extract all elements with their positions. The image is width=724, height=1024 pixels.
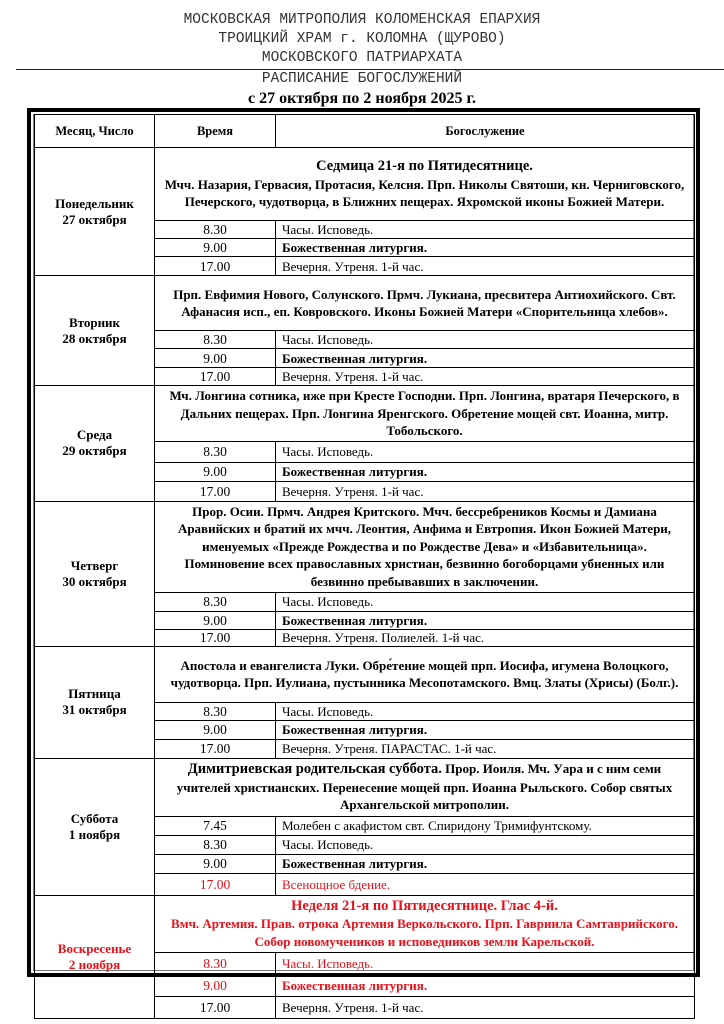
service-name: Божественная литургия. xyxy=(276,854,695,873)
date: 29 октября xyxy=(62,443,127,459)
service-time: 8.30 xyxy=(155,952,276,974)
service-time: 8.30 xyxy=(155,441,276,462)
column-header-service: Богослужение xyxy=(276,115,695,148)
day-cell xyxy=(35,501,155,646)
service-name: Часы. Исповедь. xyxy=(276,441,695,462)
patriarchate-header: МОСКОВСКОГО ПАТРИАРХАТА xyxy=(261,50,463,66)
service-name: Вечерня. Утреня. 1-й час. xyxy=(276,368,695,386)
weekday: Вторник xyxy=(68,314,121,330)
table-header-row xyxy=(35,115,695,148)
service-time: 17.00 xyxy=(155,481,276,501)
column-header-date: Месяц, Число xyxy=(35,115,155,148)
feast-description xyxy=(155,148,695,221)
feast-description xyxy=(155,646,695,702)
service-time: 8.30 xyxy=(155,592,276,611)
day-cell xyxy=(35,646,155,758)
weekday: Суббота xyxy=(70,810,119,826)
service-name: Божественная литургия. xyxy=(276,720,695,739)
feast-description xyxy=(155,501,695,592)
service-time: 8.30 xyxy=(155,835,276,854)
service-time: 17.00 xyxy=(155,257,276,276)
service-time: 8.30 xyxy=(155,221,276,239)
weekday: Среда xyxy=(76,427,113,443)
service-time: 8.30 xyxy=(155,331,276,349)
weekday: Понедельник xyxy=(55,195,134,211)
service-time: 9.00 xyxy=(155,349,276,368)
service-time: 8.30 xyxy=(155,702,276,720)
feast-text: Вмч. Артемия. Прав. отрока Артемия Веркольского. Прп. Гавриила Самтаврийского. Собор новомучеников и исповедников земли Карельской. xyxy=(171,916,678,949)
service-name: Часы. Исповедь. xyxy=(276,592,695,611)
day-row xyxy=(35,646,695,702)
schedule-body xyxy=(35,148,695,1019)
feast-description xyxy=(155,386,695,442)
service-name: Часы. Исповедь. xyxy=(276,702,695,720)
date: 28 октября xyxy=(62,330,127,346)
service-name: Вечерня. Утреня. 1-й час. xyxy=(276,481,695,501)
service-time: 9.00 xyxy=(155,239,276,257)
day-row xyxy=(35,501,695,592)
weekday: Воскресенье xyxy=(57,940,132,956)
feast-text: Мчч. Назария, Гервасия, Протасия, Келсия. Прп. Николы Святоши, кн. Черниговского, Печерского, чудотворца, в Ближних пещерах. Яхромской иконы Божией Матери. xyxy=(164,176,685,210)
feast-title: Димитриевская родительская суббота. xyxy=(187,761,442,778)
church-header: ТРОИЦКИЙ ХРАМ г. КОЛОМНА (ЩУРОВО) xyxy=(218,31,506,47)
column-header-time: Время xyxy=(155,115,276,148)
feast-title: Неделя 21-я по Пятидесятнице. Глас 4-й. xyxy=(291,897,558,914)
service-name: Божественная литургия. xyxy=(276,611,695,629)
feast-description xyxy=(155,758,695,816)
date: 2 ноября xyxy=(68,956,121,972)
service-name: Часы. Исповедь. xyxy=(276,835,695,854)
feast-text: Прор. Иоиля. Мч. Уара и с ним семи учителей христианских. Перенесение мощей прп. Иоанна Рыльского. Собор святых Архангельской митрополии. xyxy=(176,761,673,813)
service-name: Божественная литургия. xyxy=(276,974,695,996)
weekday: Пятница xyxy=(68,686,121,701)
service-name: Часы. Исповедь. xyxy=(276,952,695,974)
service-time: 9.00 xyxy=(155,462,276,481)
service-time: 17.00 xyxy=(155,873,276,895)
feast-text: Прор. Осии. Прмч. Андрея Критского. Мчч. бессребреников Космы и Дамиана Аравийских и братий их мчч. Леонтия, Анфима и Евтропия. Икон Божией Матери, именуемых «Прежде Рождества и по Рождестве Дева» и «Избавительница». Поминовение всех православных христиан, безвинно богоборцами убиенных или безвинно пребывавших в заключении. xyxy=(177,503,672,589)
service-time: 9.00 xyxy=(155,720,276,739)
day-row xyxy=(35,758,695,816)
day-cell xyxy=(35,895,155,1018)
service-time: 7.45 xyxy=(155,816,276,835)
feast-title: Седмица 21-я по Пятидесятнице. xyxy=(316,158,533,175)
day-row xyxy=(35,148,695,221)
day-cell xyxy=(35,148,155,276)
feast-description xyxy=(155,276,695,331)
service-name: Божественная литургия. xyxy=(276,349,695,368)
diocese-header: МОСКОВСКАЯ МИТРОПОЛИЯ КОЛОМЕНСКАЯ ЕПАРХИЯ xyxy=(183,12,541,28)
date: 1 ноября xyxy=(68,826,121,842)
service-name: Вечерня. Утреня. 1-й час. xyxy=(276,257,695,276)
date: 31 октября xyxy=(62,702,127,717)
service-time: 9.00 xyxy=(155,854,276,873)
feast-description xyxy=(155,895,695,952)
schedule-title: РАСПИСАНИЕ БОГОСЛУЖЕНИЙ xyxy=(261,71,463,87)
day-cell xyxy=(35,276,155,386)
service-name: Часы. Исповедь. xyxy=(276,221,695,239)
service-name: Вечерня. Утреня. ПАРАСТАС. 1-й час. xyxy=(276,739,695,758)
service-time: 17.00 xyxy=(155,996,276,1018)
service-name: Божественная литургия. xyxy=(276,239,695,257)
service-name: Молебен с акафистом свт. Спиридону Тримифунтскому. xyxy=(276,816,695,835)
day-row xyxy=(35,895,695,952)
feast-text: Мч. Лонгина сотника, иже при Кресте Господни. Прп. Лонгина, вратаря Печерского, в Дальних пещерах. Прп. Лонгина Яренгского. Обретение мощей свт. Иоанна, митр. Тобольского. xyxy=(169,388,680,438)
service-name: Часы. Исповедь. xyxy=(276,331,695,349)
feast-text: Прп. Евфимия Нового, Солунского. Прмч. Лукиана, пресвитера Антиохийского. Свт. Афанасия исп., еп. Ковровского. Иконы Божией Матери «Спорительница хлебов». xyxy=(173,286,676,319)
service-name: Всенощное бдение. xyxy=(276,873,695,895)
feast-text: Апостола и евангелиста Луки. Обре́тение мощей прп. Иосифа, игумена Волоцкого, чудотворца. Прп. Иулиана, пустынника Месопотамского. Вмц. Златы (Хрисы) (Болг.). xyxy=(170,657,679,690)
service-name: Вечерня. Утреня. 1-й час. xyxy=(276,996,695,1018)
header-divider xyxy=(16,69,724,70)
day-cell xyxy=(35,386,155,502)
date: 27 октября xyxy=(62,211,127,227)
service-name: Божественная литургия. xyxy=(276,462,695,481)
date: 30 октября xyxy=(62,573,127,589)
day-row xyxy=(35,276,695,331)
service-name: Вечерня. Утреня. Полиелей. 1-й час. xyxy=(276,629,695,646)
service-time: 9.00 xyxy=(155,611,276,629)
schedule-period: с 27 октября по 2 ноября 2025 г. xyxy=(248,90,476,107)
service-time: 9.00 xyxy=(155,974,276,996)
day-row xyxy=(35,386,695,442)
schedule-table xyxy=(34,114,695,1019)
service-time: 17.00 xyxy=(155,629,276,646)
day-cell xyxy=(35,758,155,895)
service-time: 17.00 xyxy=(155,739,276,758)
service-time: 17.00 xyxy=(155,368,276,386)
weekday: Четверг xyxy=(70,557,119,573)
